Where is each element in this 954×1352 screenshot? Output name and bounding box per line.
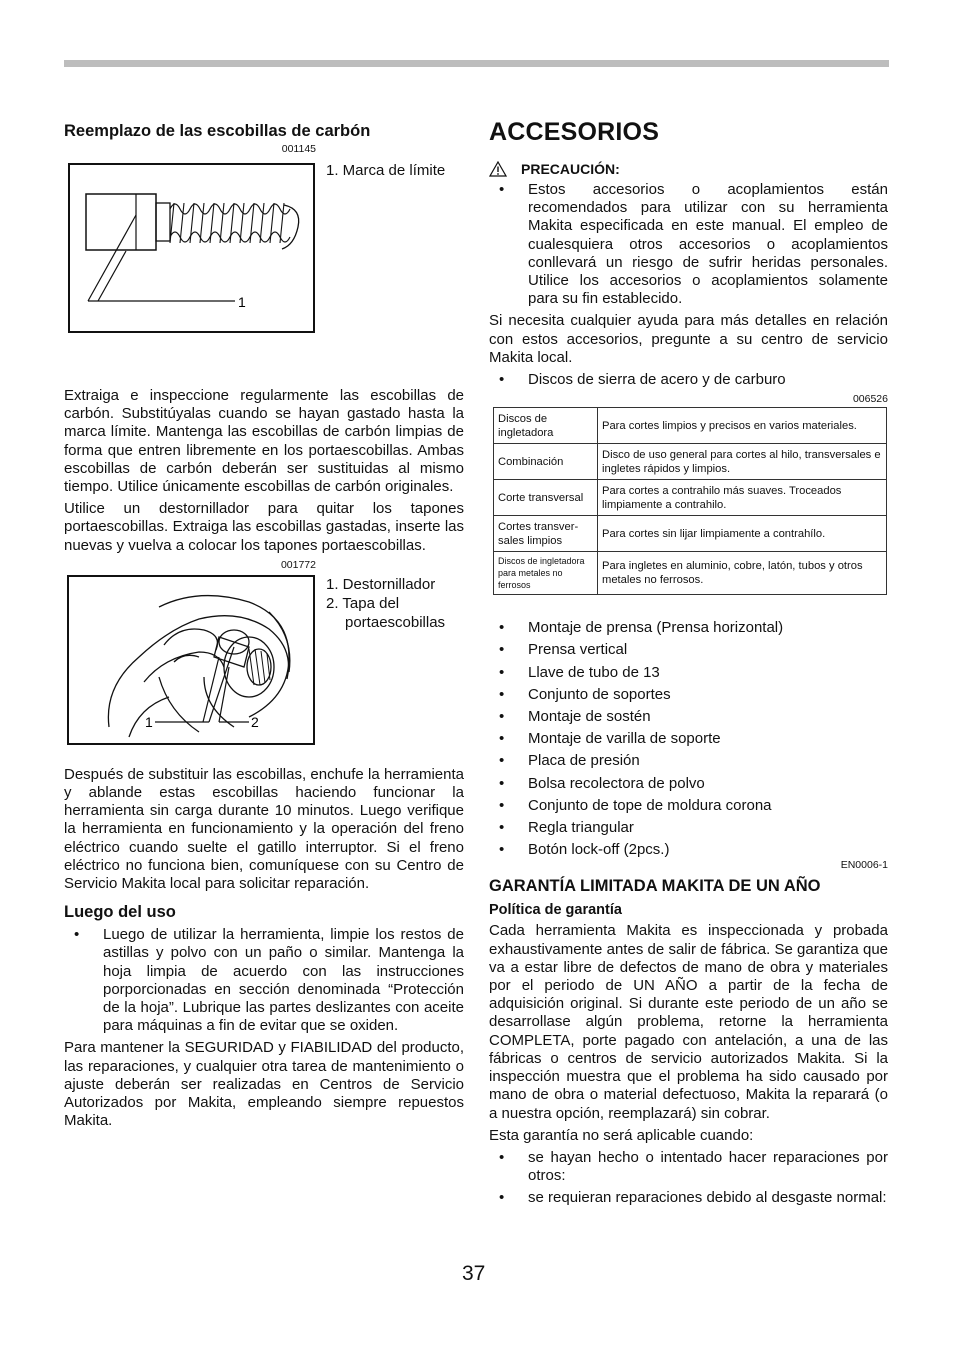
- figure-labels: [326, 575, 445, 632]
- bullet: •: [499, 819, 505, 837]
- blade-description: Para cortes sin lijar limpiamente a contrahílo.: [598, 516, 887, 552]
- label-holder-cap-1: 2. Tapa del: [326, 594, 400, 612]
- blade-type: Corte transversal: [494, 480, 598, 516]
- bullet: •: [499, 371, 505, 389]
- accessory-name: Bolsa recolectora de polvo: [528, 774, 705, 792]
- right-column: [489, 118, 888, 1212]
- bullet: •: [499, 619, 505, 637]
- brush-holder-illustration: [67, 575, 315, 745]
- blade-description: Para cortes a contrahilo más suaves. Troceados limpiamente a contrahilo.: [598, 480, 887, 516]
- accessory-name: Prensa vertical: [528, 641, 628, 659]
- table-row: [494, 444, 887, 480]
- accessories-title: ACCESORIOS: [489, 118, 660, 146]
- list-item: [489, 775, 888, 793]
- exclusion-text: se requieran reparaciones debido al desgaste normal:: [528, 1189, 887, 1207]
- blade-type: Discos de ingletadora: [494, 408, 598, 444]
- bullet: •: [499, 774, 505, 792]
- brush-heading: Reemplazo de las escobillas de carbón: [64, 122, 371, 140]
- accessory-name: Conjunto de soportes: [528, 685, 671, 703]
- list-item: [489, 841, 888, 859]
- figure-code: 001772: [280, 558, 316, 571]
- help-paragraph: Si necesita cualquier ayuda para más detalles en relación con estos accesorios, pregunte a su centro de servicio Makita local.: [489, 312, 888, 366]
- caution-bullet: [489, 181, 888, 308]
- screwdriver-paragraph: Utilice un destornillador para quitar los tapones portaescobillas. Extraiga las escobillas gastadas, inserte las nuevas y vuelva a colocar los tapones portaescobillas.: [64, 500, 464, 554]
- blade-description: Para cortes limpios y precisos en varios materiales.: [598, 408, 887, 444]
- warranty-heading: GARANTÍA LIMITADA MAKITA DE UN AÑO: [489, 877, 821, 896]
- accessory-name: Montaje de prensa (Prensa horizontal): [528, 619, 784, 637]
- list-item: [489, 686, 888, 704]
- accessory-name: Montaje de varilla de soporte: [528, 730, 721, 748]
- tool-hand-drawing: [69, 577, 313, 743]
- table-row: [494, 552, 887, 595]
- blade-description: Para ingletes en aluminio, cobre, latón, tubos y otros metales no ferrosos.: [598, 552, 887, 595]
- not-applicable-text: Esta garantía no será aplicable cuando:: [489, 1126, 754, 1144]
- accessory-name: Montaje de sostén: [528, 708, 651, 726]
- after-use-text: Luego de utilizar la herramienta, limpie los restos de astillas y polvo con un paño o similar. Mantenga la hoja limpia de acuerdo con las instrucciones porporcionadas en sección denominada “Protección de la hoja”. Lubrique las partes deslizantes con aceite para máquinas a fin de evitar que se oxiden.: [103, 926, 464, 1035]
- list-item: [489, 752, 888, 770]
- safety-paragraph: Para mantener la SEGURIDAD y FIABILIDAD del producto, las reparaciones, y cualquier otra tarea de mantenimiento o ajuste deberán ser realizadas en Centros de Servicio Autorizados por Makita, empleando siempre repuestos Makita.: [64, 1039, 464, 1130]
- bullet: •: [499, 1148, 505, 1166]
- caution-label: PRECAUCIÓN:: [521, 161, 620, 177]
- bullet: •: [499, 641, 505, 659]
- carbon-brush-drawing: [70, 165, 313, 331]
- label-limit-mark: 1. Marca de límite: [326, 162, 446, 179]
- list-item: [489, 730, 888, 748]
- blade-type: Combinación: [494, 444, 598, 480]
- accessory-name: Regla triangular: [528, 819, 634, 837]
- exclusion-item: [489, 1149, 888, 1185]
- policy-heading: Política de garantía: [489, 902, 622, 919]
- bullet: •: [499, 181, 505, 198]
- blade-table: [493, 407, 887, 595]
- bullet: •: [499, 1189, 505, 1207]
- label-screwdriver: 1. Destornillador: [326, 575, 436, 593]
- table-row: [494, 516, 887, 552]
- accessory-name: Placa de presión: [528, 752, 640, 770]
- top-rule: [64, 60, 889, 67]
- label-holder-cap-2: portaescobillas: [345, 613, 446, 631]
- bullet: •: [499, 685, 505, 703]
- figure-brush: [64, 157, 464, 347]
- caution-text: Estos accesorios o acoplamientos están recomendados para utilizar con su herramienta Makita especificada en este manual. El empleo de cualesquiera otros accesorios o acoplamientos conllevará un riesgo de sufrir heridas personales. Utilice los accesorios o acoplamientos solamente para su fin establecido.: [528, 181, 888, 308]
- accessory-name: Llave de tubo de 13: [528, 663, 660, 681]
- figure-labels: [326, 161, 445, 180]
- blade-type: Cortes transver-sales limpios: [494, 516, 598, 552]
- figure-code: 001145: [281, 143, 316, 155]
- blades-text: Discos de sierra de acero y de carburo: [528, 371, 786, 389]
- caution-block: [489, 161, 888, 177]
- exclusion-text: se hayan hecho o intentado hacer reparaciones por otros:: [528, 1148, 888, 1185]
- callout-1: 1: [145, 713, 153, 730]
- brush-illustration: [68, 163, 315, 333]
- break-in-paragraph: Después de substituir las escobillas, enchufe la herramienta y ablande estas escobillas haciendo funcionar la herramienta sin carga durante 10 minutos. Luego verifique la herramienta en funcionamiento y la operación del freno eléctrico cuando suelte el gatillo interruptor. Si el freno eléctrico no funciona bien, comuníquese con su Centro de Servicio Makita local para solicitar reparación.: [64, 765, 464, 893]
- inspection-paragraph: Extraiga e inspeccione regularmente las escobillas de carbón. Substitúyalas cuando se hayan gastado hasta la marca límite. Mantenga las escobillas de carbón limpias de forma que entren libremente en los portaescobillas. Ambas escobillas de carbón deberán ser sustituidas al mismo tiempo. Utilice únicamente escobillas de carbón originales.: [64, 387, 464, 496]
- blades-bullet: [489, 371, 888, 389]
- bullet: •: [499, 796, 505, 814]
- warning-triangle-icon: [489, 161, 507, 177]
- list-item: [489, 819, 888, 837]
- bullet: •: [74, 926, 80, 944]
- bullet: •: [499, 752, 505, 770]
- callout-2: 2: [251, 713, 259, 730]
- bullet: •: [499, 730, 505, 748]
- left-column: [64, 122, 464, 1134]
- bullet: •: [499, 663, 505, 681]
- accessory-name: Conjunto de tope de moldura corona: [528, 796, 772, 814]
- bullet: •: [499, 708, 505, 726]
- bullet: •: [499, 841, 505, 859]
- page-number: 37: [462, 1262, 486, 1285]
- figure-brush-holder: [64, 573, 464, 749]
- exclusion-item: [489, 1189, 888, 1207]
- blade-description: Disco de uso general para cortes al hilo, transversales e ingletes rápidos y limpios.: [598, 444, 887, 480]
- table-row: [494, 408, 887, 444]
- list-item: [489, 664, 888, 682]
- table-code: 006526: [852, 393, 888, 406]
- warranty-paragraph: Cada herramienta Makita es inspeccionada y probada exhaustivamente antes de salir de fábrica. Se garantiza que va a estar libre de defectos de mano de obra y materiales por el periodo de UN AÑO a partir de la fecha de adquisición original. Si durante este periodo de un año se desarrollase algún problema, retorne la herramienta COMPLETA, porte pagado con antelación, a una de las fábricas o centros de servicio autorizados Makita. Si la inspección muestra que el problema ha sido causado por mano de obra o material defectuoso, Makita la reparará (o a nuestra opción, reemplazará) sin cobrar.: [489, 922, 888, 1122]
- callout-1: 1: [238, 294, 246, 310]
- accessory-list: [489, 619, 888, 859]
- table-row: [494, 480, 887, 516]
- blade-type: Discos de ingletadora para metales no ferrosos: [494, 552, 598, 595]
- list-item: [489, 641, 888, 659]
- accessory-name: Botón lock-off (2pcs.): [528, 841, 670, 859]
- list-item: [489, 619, 888, 637]
- list-item: [489, 797, 888, 815]
- after-use-bullet: [64, 926, 464, 1035]
- after-use-heading: Luego del uso: [64, 903, 176, 922]
- list-item: [489, 708, 888, 726]
- warranty-code: EN0006-1: [840, 859, 888, 872]
